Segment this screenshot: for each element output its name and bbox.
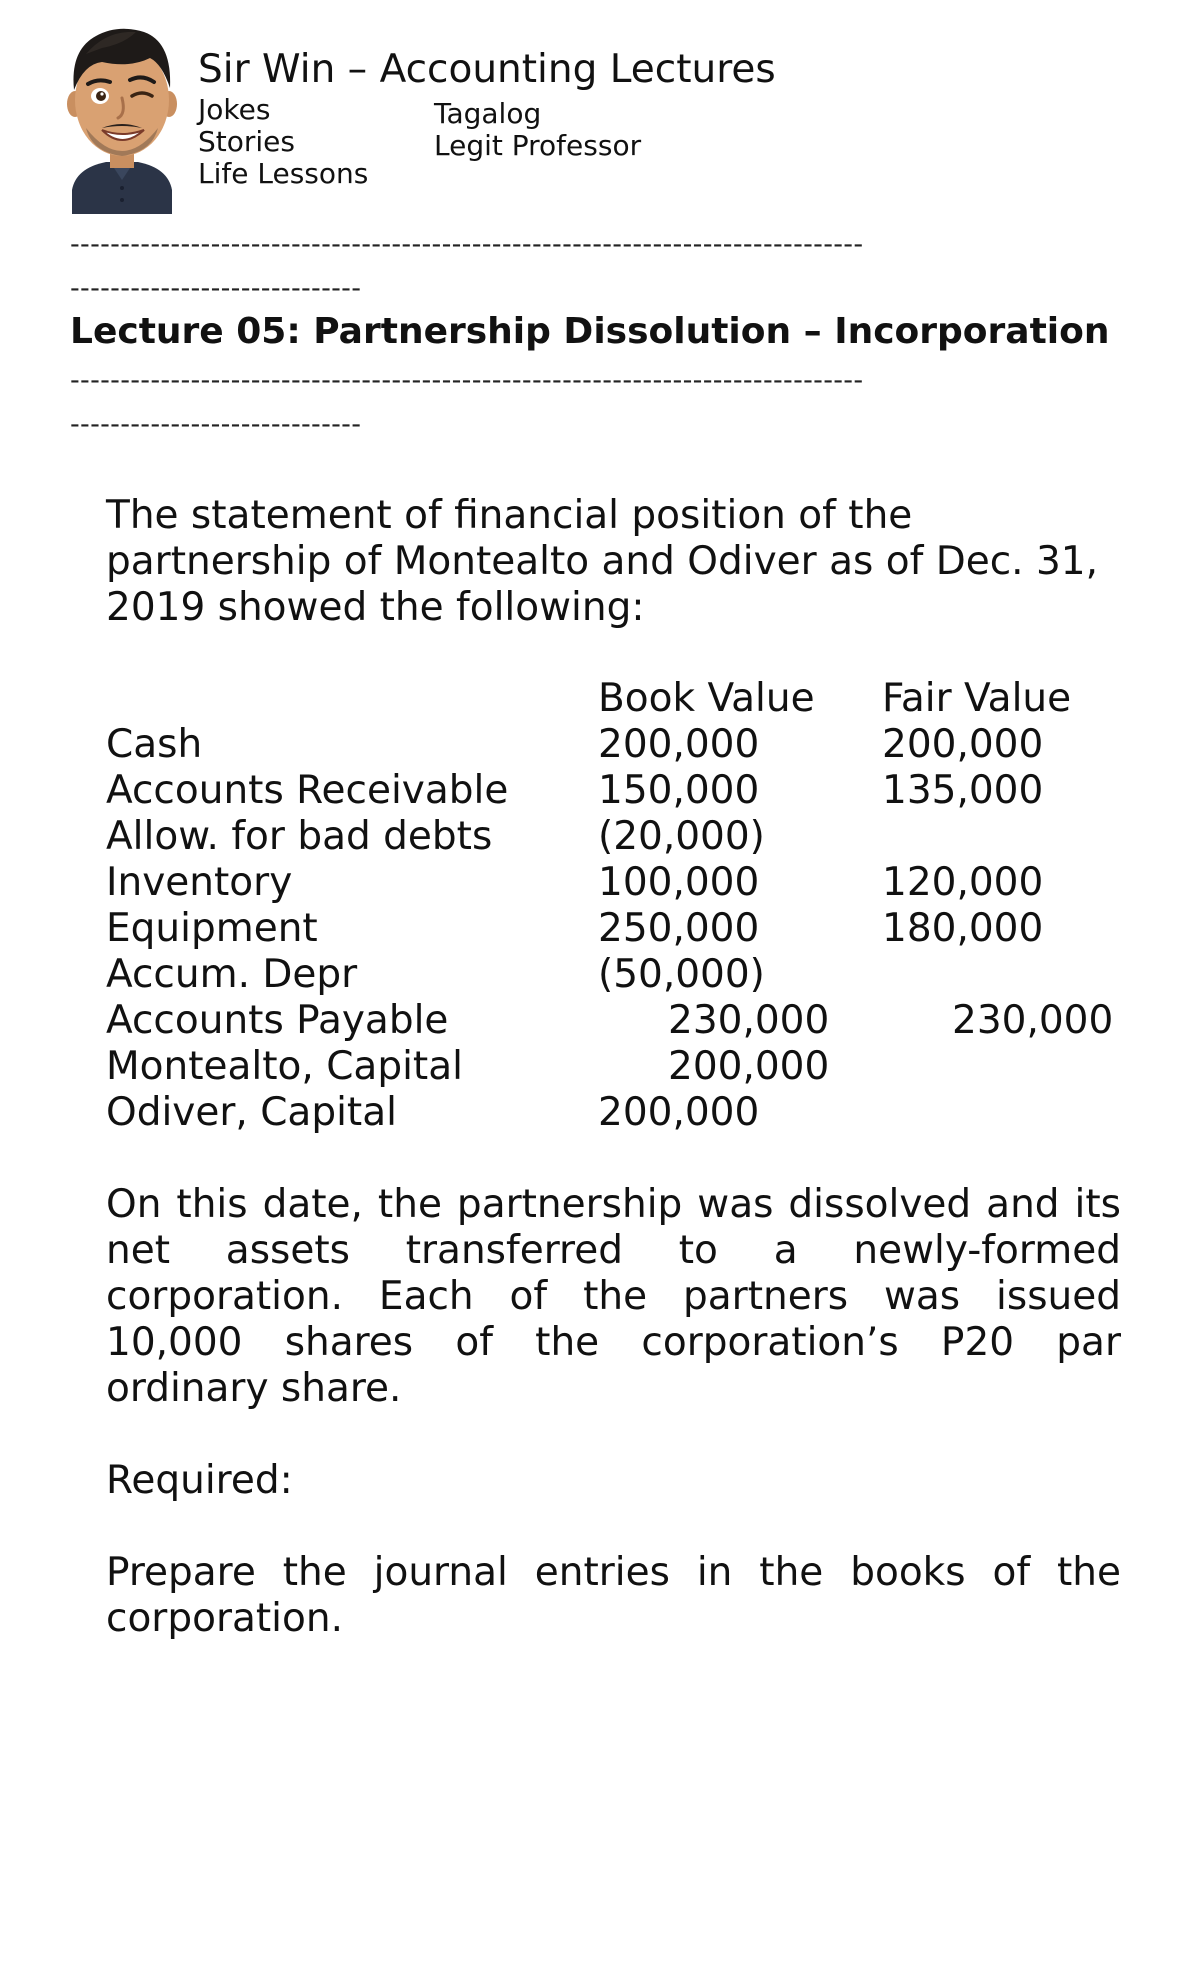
- header-fair-value: Fair Value: [882, 676, 1072, 721]
- paragraph-line: net assets transferred to a newly-formed: [106, 1228, 1121, 1273]
- lecture-title: Lecture 05: Partnership Dissolution – Incorporation: [70, 311, 1110, 352]
- row-book-value: (50,000): [598, 952, 765, 997]
- row-book-value: 230,000: [668, 998, 830, 1043]
- header-book-value: Book Value: [598, 676, 815, 721]
- table-row: [0, 1090, 1200, 1136]
- row-book-value: 200,000: [668, 1044, 830, 1089]
- table-row: [0, 1044, 1200, 1090]
- channel-title: Sir Win – Accounting Lectures: [198, 47, 776, 92]
- avatar: [66, 24, 178, 214]
- row-label: Accounts Payable: [106, 998, 449, 1043]
- row-label: Cash: [106, 722, 203, 767]
- tag-life-lessons: Life Lessons: [198, 157, 369, 190]
- row-book-value: 200,000: [598, 722, 760, 767]
- divider-top-line-2: -----------------------------: [70, 273, 362, 304]
- row-book-value: 150,000: [598, 768, 760, 813]
- row-label: Accounts Receivable: [106, 768, 509, 813]
- row-book-value: 250,000: [598, 906, 760, 951]
- tag-jokes: Jokes: [198, 93, 271, 126]
- row-label: Inventory: [106, 860, 293, 905]
- row-fair-value: 120,000: [882, 860, 1044, 905]
- paragraph-line: corporation. Each of the partners was issued: [106, 1274, 1121, 1319]
- instruction-line: Prepare the journal entries in the books of the: [106, 1550, 1121, 1595]
- tag-stories: Stories: [198, 125, 295, 158]
- row-label: Equipment: [106, 906, 318, 951]
- row-label: Montealto, Capital: [106, 1044, 463, 1089]
- instruction-line: corporation.: [106, 1596, 343, 1641]
- row-book-value: (20,000): [598, 814, 765, 859]
- tag-legit-professor: Legit Professor: [434, 129, 642, 162]
- table-row: [0, 998, 1200, 1044]
- table-row: [0, 722, 1200, 768]
- row-label: Accum. Depr: [106, 952, 358, 997]
- table-row: [0, 952, 1200, 998]
- row-fair-value: 135,000: [882, 768, 1044, 813]
- row-fair-value: 230,000: [952, 998, 1114, 1043]
- instruction-paragraph: [106, 1550, 1121, 1642]
- dissolution-paragraph: [106, 1182, 1121, 1412]
- divider-bottom-line-2: -----------------------------: [70, 409, 362, 440]
- tag-tagalog: Tagalog: [434, 97, 542, 130]
- table-row: [0, 860, 1200, 906]
- intro-text: [106, 493, 1126, 631]
- table-row: [0, 906, 1200, 952]
- row-fair-value: 200,000: [882, 722, 1044, 767]
- table-row: [0, 814, 1200, 860]
- row-label: Allow. for bad debts: [106, 814, 493, 859]
- table-row: [0, 768, 1200, 814]
- paragraph-line: 10,000 shares of the corporation’s P20 par: [106, 1320, 1121, 1365]
- row-label: Odiver, Capital: [106, 1090, 397, 1135]
- paragraph-line: ordinary share.: [106, 1366, 402, 1411]
- divider-bottom-line-1: -------------------------------------------------------------------------------: [70, 365, 864, 396]
- required-label: Required:: [106, 1458, 293, 1503]
- row-book-value: 100,000: [598, 860, 760, 905]
- paragraph-line: On this date, the partnership was dissolved and its: [106, 1182, 1121, 1227]
- row-book-value: 200,000: [598, 1090, 760, 1135]
- row-fair-value: 180,000: [882, 906, 1044, 951]
- intro-line: partnership of Montealto and Odiver as of Dec. 31,: [106, 539, 1098, 584]
- divider-top-line-1: -------------------------------------------------------------------------------: [70, 229, 864, 260]
- intro-line: The statement of financial position of the: [106, 493, 913, 538]
- intro-line: 2019 showed the following:: [106, 585, 645, 630]
